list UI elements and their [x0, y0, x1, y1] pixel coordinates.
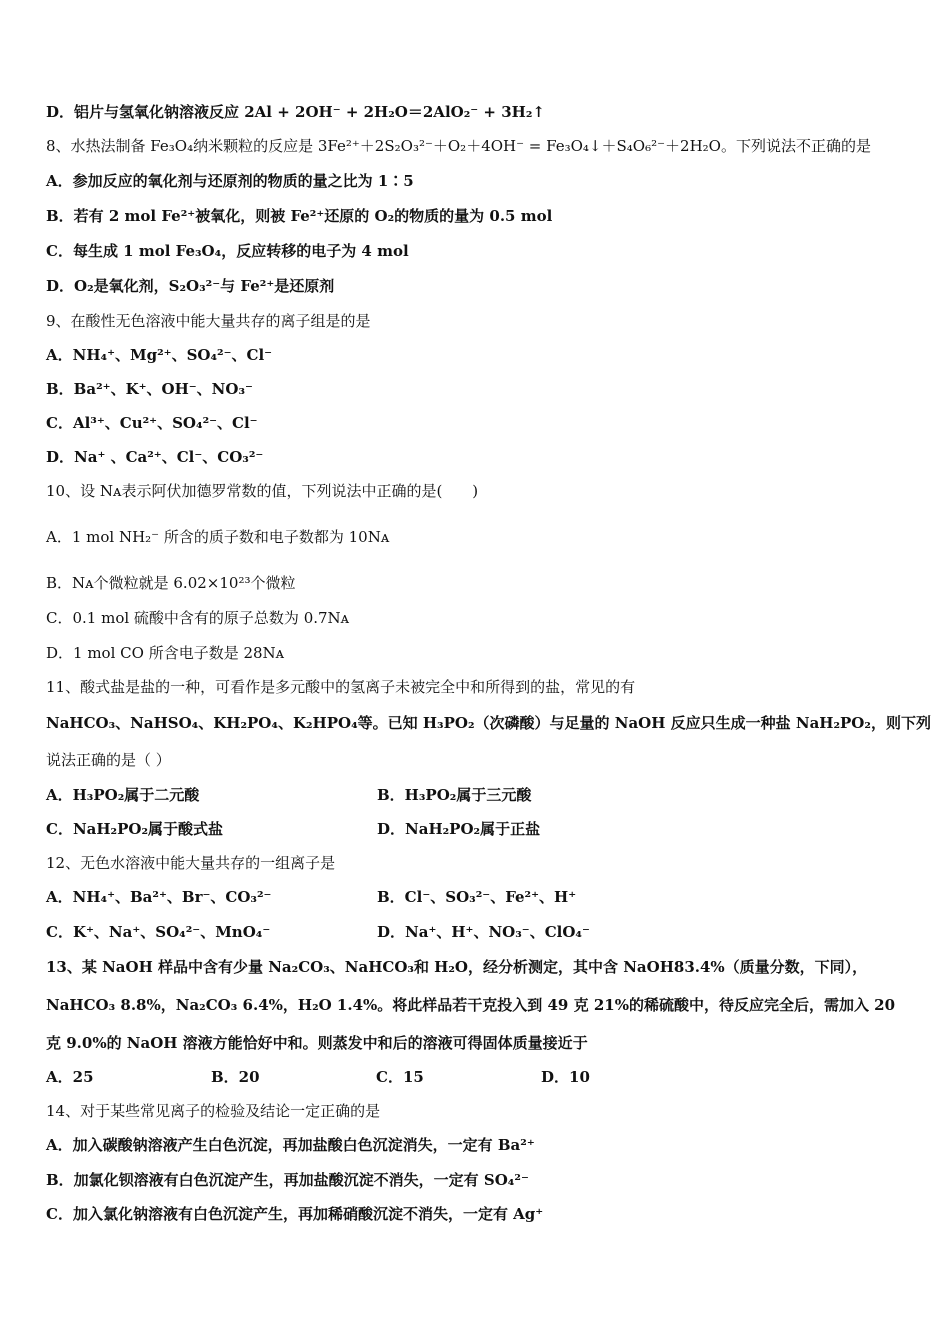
q11-option-d: D．NaH₂PO₂属于正盐	[377, 820, 541, 838]
q14-option-b: B．加氯化钡溶液有白色沉淀产生，再加盐酸沉淀不消失，一定有 SO₄²⁻	[46, 1171, 529, 1189]
q9-option-d: D．Na⁺ 、Ca²⁺、Cl⁻、CO₃²⁻	[46, 448, 264, 466]
q11-option-c: C．NaH₂PO₂属于酸式盐	[46, 820, 224, 838]
q13-option-c: C．15	[376, 1068, 424, 1086]
q10-stem: 10、设 Nᴀ表示阿伏加德罗常数的值，下列说法中正确的是( )	[46, 482, 479, 500]
q12-option-c: C．K⁺、Na⁺、SO₄²⁻、MnO₄⁻	[46, 923, 271, 941]
q10-option-d: D．1 mol CO 所含电子数是 28Nᴀ	[46, 644, 285, 662]
q10-option-b: B．Nᴀ个微粒就是 6.02×10²³个微粒	[46, 574, 296, 592]
q13-option-d: D．10	[541, 1068, 590, 1086]
q13-option-a: A．25	[46, 1068, 94, 1086]
q10-option-c: C．0.1 mol 硫酸中含有的原子总数为 0.7Nᴀ	[46, 609, 350, 627]
q14-option-c: C．加入氯化钠溶液有白色沉淀产生，再加稀硝酸沉淀不消失，一定有 Ag⁺	[46, 1205, 544, 1223]
q8-option-a: A．参加反应的氧化剂与还原剂的物质的量之比为 1∶5	[46, 172, 414, 190]
q8-option-b: B．若有 2 mol Fe²⁺被氧化，则被 Fe²⁺还原的 O₂的物质的量为 0.5 mol	[46, 207, 553, 225]
q9-option-c: C．Al³⁺、Cu²⁺、SO₄²⁻、Cl⁻	[46, 414, 258, 432]
q12-option-b: B．Cl⁻、SO₃²⁻、Fe²⁺、H⁺	[377, 888, 577, 906]
q13-option-b: B．20	[211, 1068, 260, 1086]
q11-stem-line3: 说法正确的是（ ）	[46, 751, 171, 769]
q7-option-d: D．铝片与氢氧化钠溶液反应 2Al + 2OH⁻ + 2H₂O＝2AlO₂⁻ + 3H₂↑	[46, 103, 545, 121]
q9-stem: 9、在酸性无色溶液中能大量共存的离子组是的是	[46, 312, 371, 330]
q12-stem: 12、无色水溶液中能大量共存的一组离子是	[46, 854, 336, 872]
q8-option-c: C．每生成 1 mol Fe₃O₄，反应转移的电子为 4 mol	[46, 242, 409, 260]
q14-stem: 14、对于某些常见离子的检验及结论一定正确的是	[46, 1102, 381, 1120]
q9-option-b: B．Ba²⁺、K⁺、OH⁻、NO₃⁻	[46, 380, 253, 398]
q8-option-d: D．O₂是氧化剂，S₂O₃²⁻与 Fe²⁺是还原剂	[46, 277, 335, 295]
q13-stem-line2: NaHCO₃ 8.8%，Na₂CO₃ 6.4%，H₂O 1.4%。将此样品若干克投入到 49 克 21%的稀硫酸中，待反应完全后，需加入 20	[46, 996, 896, 1014]
q13-stem-line1: 13、某 NaOH 样品中含有少量 Na₂CO₃、NaHCO₃和 H₂O，经分析测定，其中含 NaOH83.4%（质量分数，下同），	[46, 958, 868, 976]
q13-stem-line3: 克 9.0%的 NaOH 溶液方能恰好中和。则蒸发中和后的溶液可得固体质量接近于	[46, 1034, 588, 1052]
q12-option-a: A．NH₄⁺、Ba²⁺、Br⁻、CO₃²⁻	[46, 888, 272, 906]
q11-stem-line1: 11、酸式盐是盐的一种，可看作是多元酸中的氢离子未被完全中和所得到的盐，常见的有	[46, 678, 636, 696]
q14-option-a: A．加入碳酸钠溶液产生白色沉淀，再加盐酸白色沉淀消失，一定有 Ba²⁺	[46, 1136, 535, 1154]
q11-option-b: B．H₃PO₂属于三元酸	[377, 786, 532, 804]
q11-stem-line2: NaHCO₃、NaHSO₄、KH₂PO₄、K₂HPO₄等。已知 H₃PO₂（次磷酸）与足量的 NaOH 反应只生成一种盐 NaH₂PO₂，则下列	[46, 714, 931, 732]
q10-option-a: A．1 mol NH₂⁻ 所含的质子数和电子数都为 10Nᴀ	[46, 528, 390, 546]
q9-option-a: A．NH₄⁺、Mg²⁺、SO₄²⁻、Cl⁻	[46, 346, 273, 364]
q8-stem: 8、水热法制备 Fe₃O₄纳米颗粒的反应是 3Fe²⁺＋2S₂O₃²⁻＋O₂＋4OH⁻ = Fe₃O₄↓＋S₄O₆²⁻＋2H₂O。下列说法不正确的是	[46, 137, 871, 155]
q12-option-d: D．Na⁺、H⁺、NO₃⁻、ClO₄⁻	[377, 923, 590, 941]
q11-option-a: A．H₃PO₂属于二元酸	[46, 786, 200, 804]
